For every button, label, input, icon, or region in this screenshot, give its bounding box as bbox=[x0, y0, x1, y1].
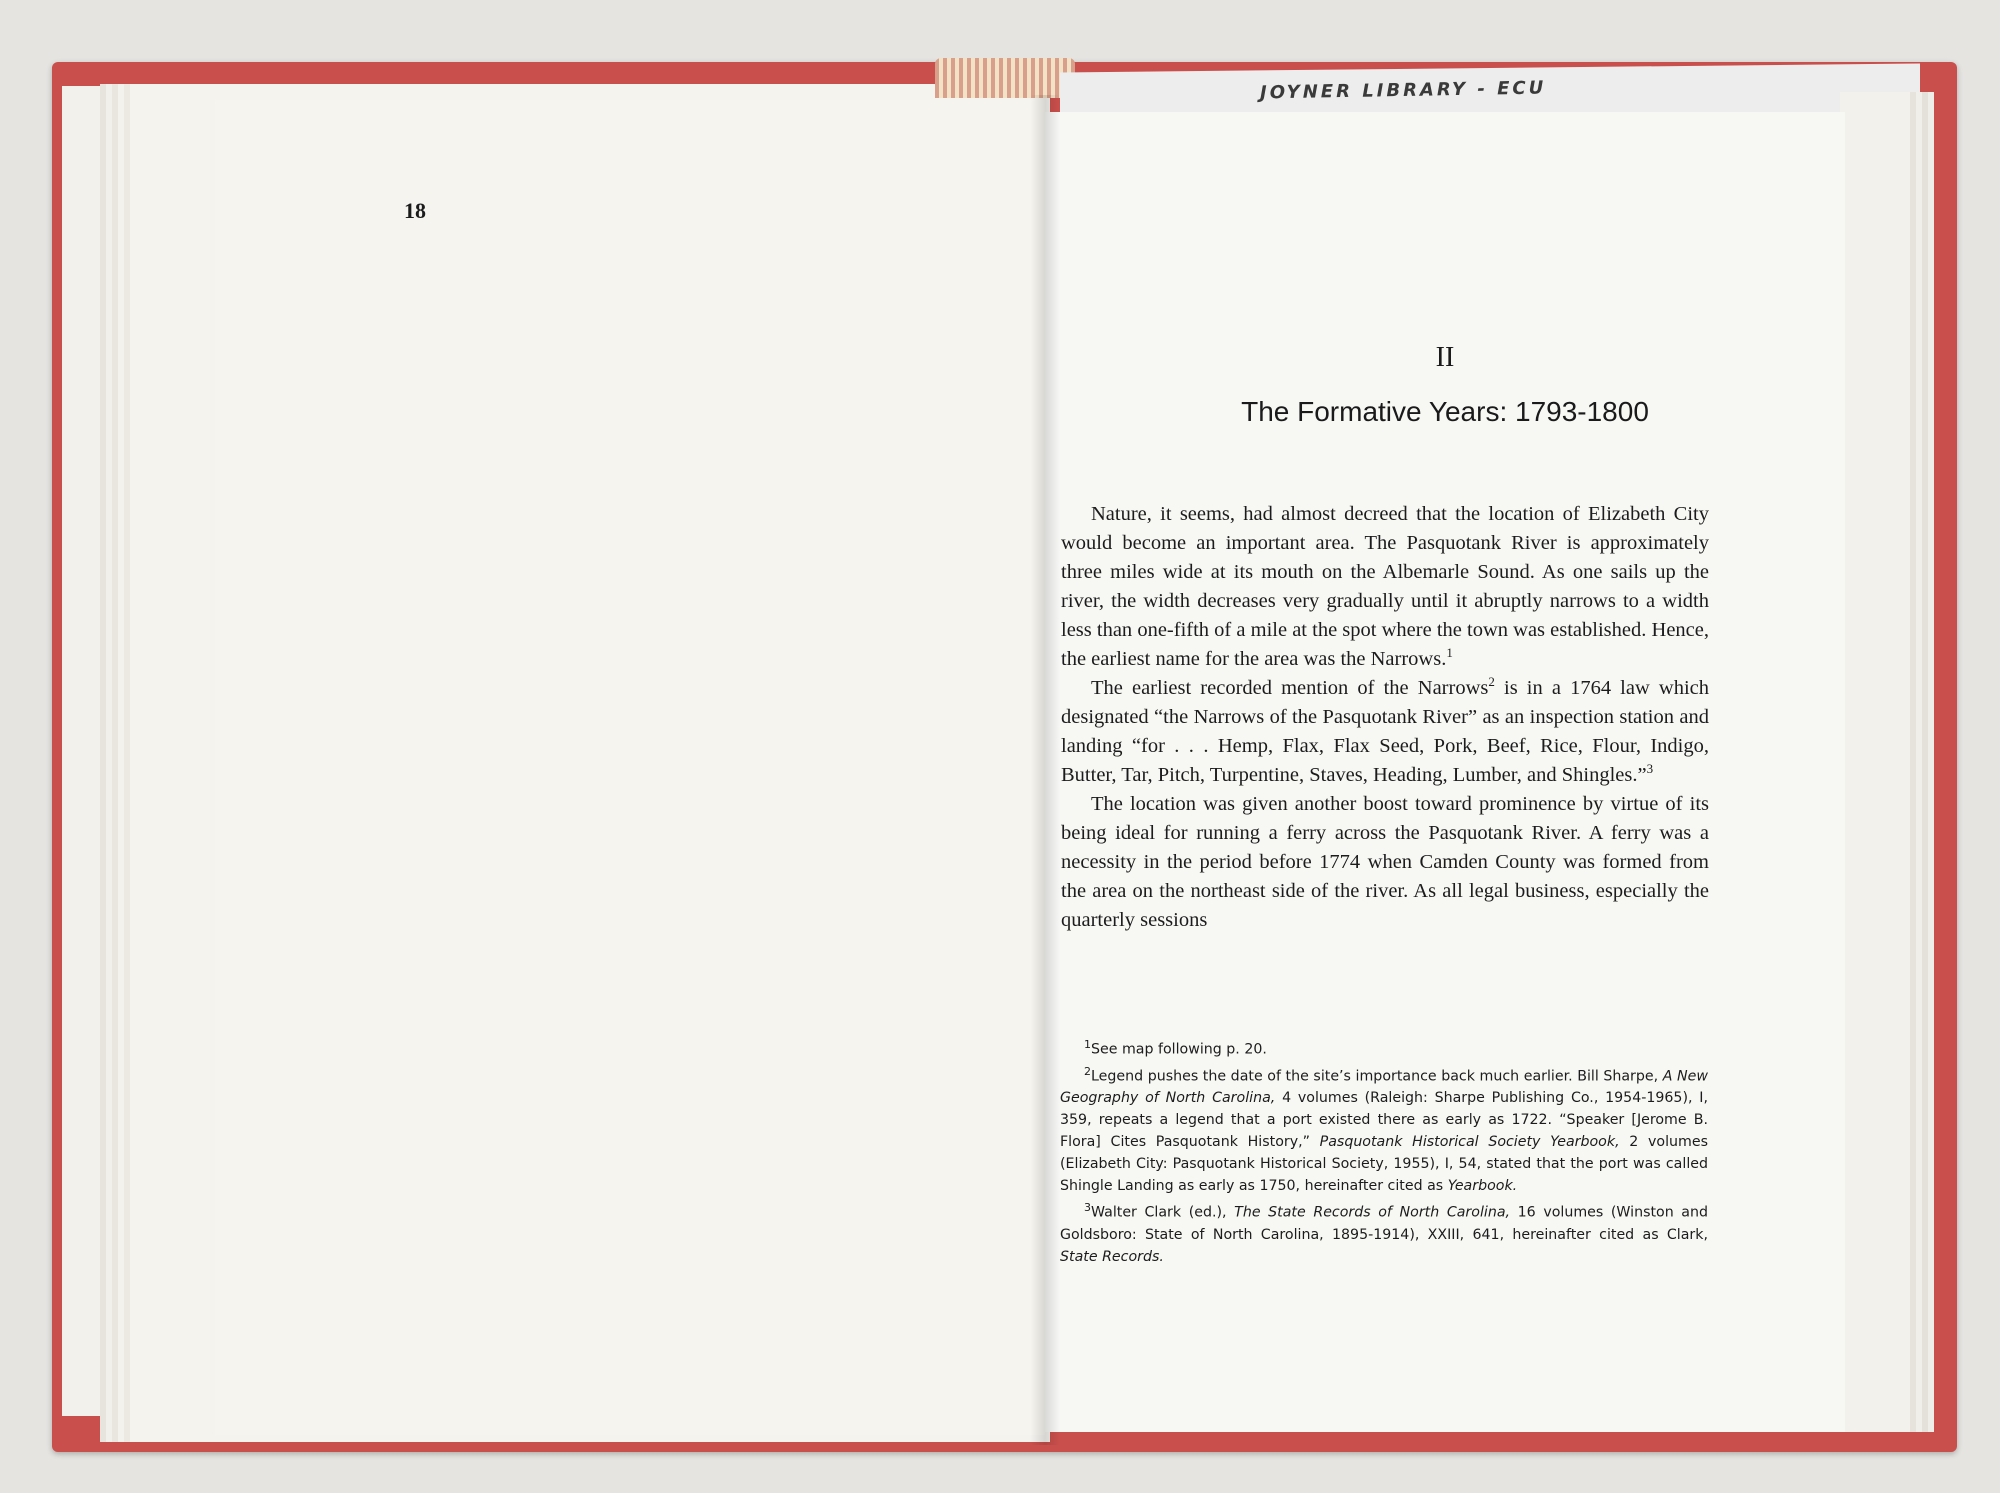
headband bbox=[935, 58, 1075, 98]
paragraph-3: The location was given another boost toward prominence by virtue of its being ideal for running a ferry across the Pasquotank River. A ferry was a necessity in the period before 1774 when Camden County was formed from the area on the northeast side of the river. As all legal business, especially the quarterly sessions bbox=[1061, 793, 1709, 931]
book-gutter bbox=[1030, 95, 1060, 1445]
footnote-ref-3: 3 bbox=[1646, 761, 1654, 777]
footnote-2: $^2$Legend pushes the date of the site’s importance back much earlier. Bill Sharpe, A New Geography of North Carolina, 4 volumes (Raleigh: Sharpe Publishing Co., 1954-1965), I, 359, repeats a legend that a port existed there as early as 1722. “Speaker [Jerome B. Flora] Cites Pasquotank History,” Pasquotank Historical Society Yearbook, 2 volumes (Elizabeth City: Pasquotank Historical Society, 1955), I, 54, stated that the port was called Shingle Landing as early as 1750, hereinafter cited as Yearbook. bbox=[1060, 1064, 1708, 1195]
right-page-stack bbox=[1840, 92, 1910, 1432]
spine-label: JOYNER LIBRARY - ECU bbox=[1259, 77, 1547, 104]
footnotes bbox=[1060, 1034, 1708, 1268]
chapter-title: The Formative Years: 1793-1800 bbox=[1241, 396, 1649, 427]
footnote-1: $^1$See map following p. 20. bbox=[1084, 1038, 1267, 1058]
body-text bbox=[1061, 500, 1709, 935]
footnote-ref-2: 2 bbox=[1488, 674, 1495, 690]
paragraph-2: The earliest recorded mention of the Narrows$^2$ is in a 1764 law which designated “the Narrows of the Pasquotank River” as an inspection station and landing “for . . . Hemp, Flax, Flax Seed, Pork, Beef, Rice, Flour, Indigo, Butter, Tar, Pitch, Turpentine, Staves, Heading, Lumber, and Shingles.”$^3$ bbox=[1061, 674, 1710, 786]
left-page bbox=[215, 100, 1045, 1435]
footnote-ref-1: 1 bbox=[1446, 645, 1453, 661]
footnote-3: $^3$Walter Clark (ed.), The State Records of North Carolina, 16 volumes (Winston and Goldsboro: State of North Carolina, 1895-1914), XXIII, 641, hereinafter cited as Clark, State Records. bbox=[1060, 1201, 1709, 1266]
paragraph-1: Nature, it seems, had almost decreed that the location of Elizabeth City would become an important area. The Pasquotank River is approximately three miles wide at its mouth on the Albemarle Sound. As one sails up the river, the width decreases very gradually until it abruptly narrows to a width less than one-fifth of a mile at the spot where the town was established. Hence, the earliest name for the area was the Narrows.$^1$ bbox=[1061, 503, 1709, 670]
page-number: 18 bbox=[404, 198, 426, 223]
cover-inner-edge bbox=[62, 86, 102, 1416]
chapter-number: II bbox=[1435, 342, 1455, 373]
